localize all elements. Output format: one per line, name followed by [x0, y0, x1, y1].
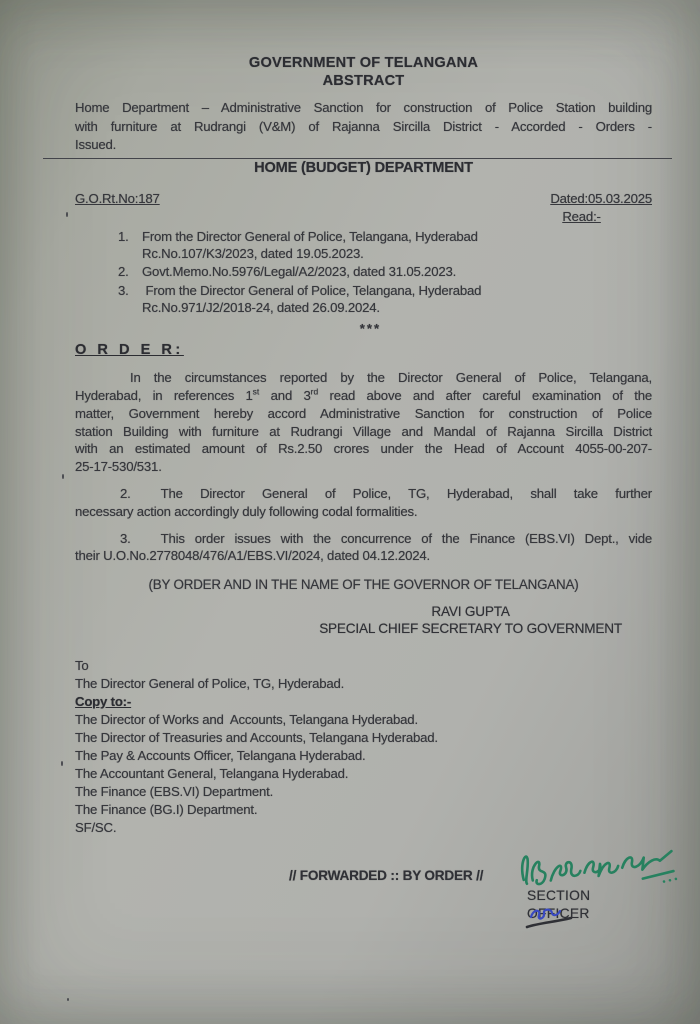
- read-item-line: Rc.No.971/J2/2018-24, dated 26.09.2024.: [142, 300, 380, 316]
- copy-item: The Finance (EBS.VI) Department.: [75, 783, 274, 799]
- read-item: [118, 282, 652, 317]
- paragraph-line: Hyderabad, in references 1st and 3rd read above and after careful examination of the: [75, 386, 653, 403]
- paragraph-line: In the circumstances reported by the Director General of Police, Telangana,: [130, 370, 652, 386]
- copy-to-label: Copy to:-: [75, 693, 132, 709]
- paragraph-line: station Building with furniture at Rudrangi Village and Mandal of Rajanna Sircilla District: [75, 423, 652, 439]
- paragraph-line: with an estimated amount of Rs.2.50 crores under the Head of Account 4055-00-207-: [75, 441, 652, 457]
- dated-label: Dated:05.03.2025: [550, 190, 652, 206]
- signatory-title: SPECIAL CHIEF SECRETARY TO GOVERNMENT: [319, 620, 622, 636]
- address-block: [75, 657, 652, 837]
- read-label: Read:-: [562, 208, 601, 224]
- to-address: The Director General of Police, TG, Hyderabad.: [75, 675, 345, 691]
- order-heading: O R D E R:: [75, 342, 184, 359]
- read-item-number: 1.: [118, 228, 129, 244]
- order-paragraph-1: [75, 369, 652, 476]
- read-item-line: From the Director General of Police, Telangana, Hyderabad: [142, 228, 478, 244]
- footer-block: [75, 841, 652, 961]
- read-item-line: Govt.Memo.No.5976/Legal/A2/2023, dated 31.05.2023.: [142, 264, 457, 280]
- ink-speck: [61, 761, 63, 766]
- read-item-line: From the Director General of Police, Telangana, Hyderabad: [142, 282, 482, 298]
- forwarded-line: // FORWARDED :: BY ORDER //: [289, 867, 484, 883]
- go-number: G.O.Rt.No:187: [75, 190, 160, 206]
- date-read-block: [550, 190, 652, 225]
- read-item-number: 2.: [118, 264, 129, 280]
- signatory-name: RAVI GUPTA: [431, 603, 510, 619]
- paragraph-line: 3. This order issues with the concurrence of the Finance (EBS.VI) Dept., vide: [120, 530, 652, 546]
- paragraph-line: necessary action accordingly duly following codal formalities.: [75, 503, 418, 519]
- ink-speck: [66, 212, 68, 217]
- by-order-line: (BY ORDER AND IN THE NAME OF THE GOVERNOR OF TELANGANA): [148, 577, 579, 593]
- read-item: [118, 228, 652, 263]
- paragraph-line: 2. The Director General of Police, TG, Hyderabad, shall take further: [120, 485, 652, 501]
- initials-scribble: [525, 903, 577, 933]
- subject-paragraph: [75, 99, 652, 155]
- copy-item: The Finance (BG.I) Department.: [75, 801, 258, 817]
- copy-item: The Accountant General, Telangana Hyderabad.: [75, 765, 349, 781]
- order-paragraph-2: [75, 485, 652, 521]
- read-item: [118, 263, 652, 280]
- abstract-label: ABSTRACT: [322, 73, 405, 89]
- paragraph-line: matter, Government hereby accord Administrative Sanction for construction of Police: [75, 405, 652, 421]
- copy-item: The Pay & Accounts Officer, Telangana Hyderabad.: [75, 747, 366, 763]
- superscript: st: [252, 386, 260, 397]
- section-officer-label: SECTION OFFICER: [527, 887, 591, 921]
- subject-line: with furniture at Rudrangi (V&M) of Rajanna Sircilla District - Accorded - Orders -: [75, 118, 652, 134]
- copy-item: The Director of Treasuries and Accounts, Telangana Hyderabad.: [75, 729, 438, 745]
- paragraph-number: 3.: [120, 530, 131, 546]
- ink-speck: [62, 474, 64, 479]
- to-label: To: [75, 657, 89, 673]
- horizontal-rule: [43, 158, 672, 159]
- section-separator: ***: [359, 320, 382, 336]
- sf-sc-label: SF/SC.: [75, 819, 117, 835]
- department-title: HOME (BUDGET) DEPARTMENT: [254, 159, 473, 176]
- government-title: GOVERNMENT OF TELANGANA: [248, 55, 479, 71]
- paragraph-number: 2.: [120, 485, 131, 501]
- subject-line: Home Department – Administrative Sanction for construction of Police Station building: [75, 100, 652, 115]
- order-paragraph-3: [75, 530, 652, 566]
- subject-line: Issued.: [75, 137, 117, 153]
- paragraph-line: their U.O.No.2778048/476/A1/EBS.VI/2024, dated 04.12.2024.: [75, 548, 430, 564]
- copy-item: The Director of Works and Accounts, Telangana Hyderabad.: [75, 711, 418, 727]
- read-item-line: Rc.No.107/K3/2023, dated 19.05.2023.: [142, 245, 364, 261]
- read-references-list: [118, 228, 652, 317]
- signatory-block: [75, 603, 652, 637]
- order-meta-row: [75, 190, 652, 225]
- read-item-number: 3.: [118, 282, 129, 298]
- paragraph-line: 25-17-530/531.: [75, 459, 162, 475]
- ink-speck: [67, 998, 69, 1001]
- superscript: rd: [310, 386, 319, 397]
